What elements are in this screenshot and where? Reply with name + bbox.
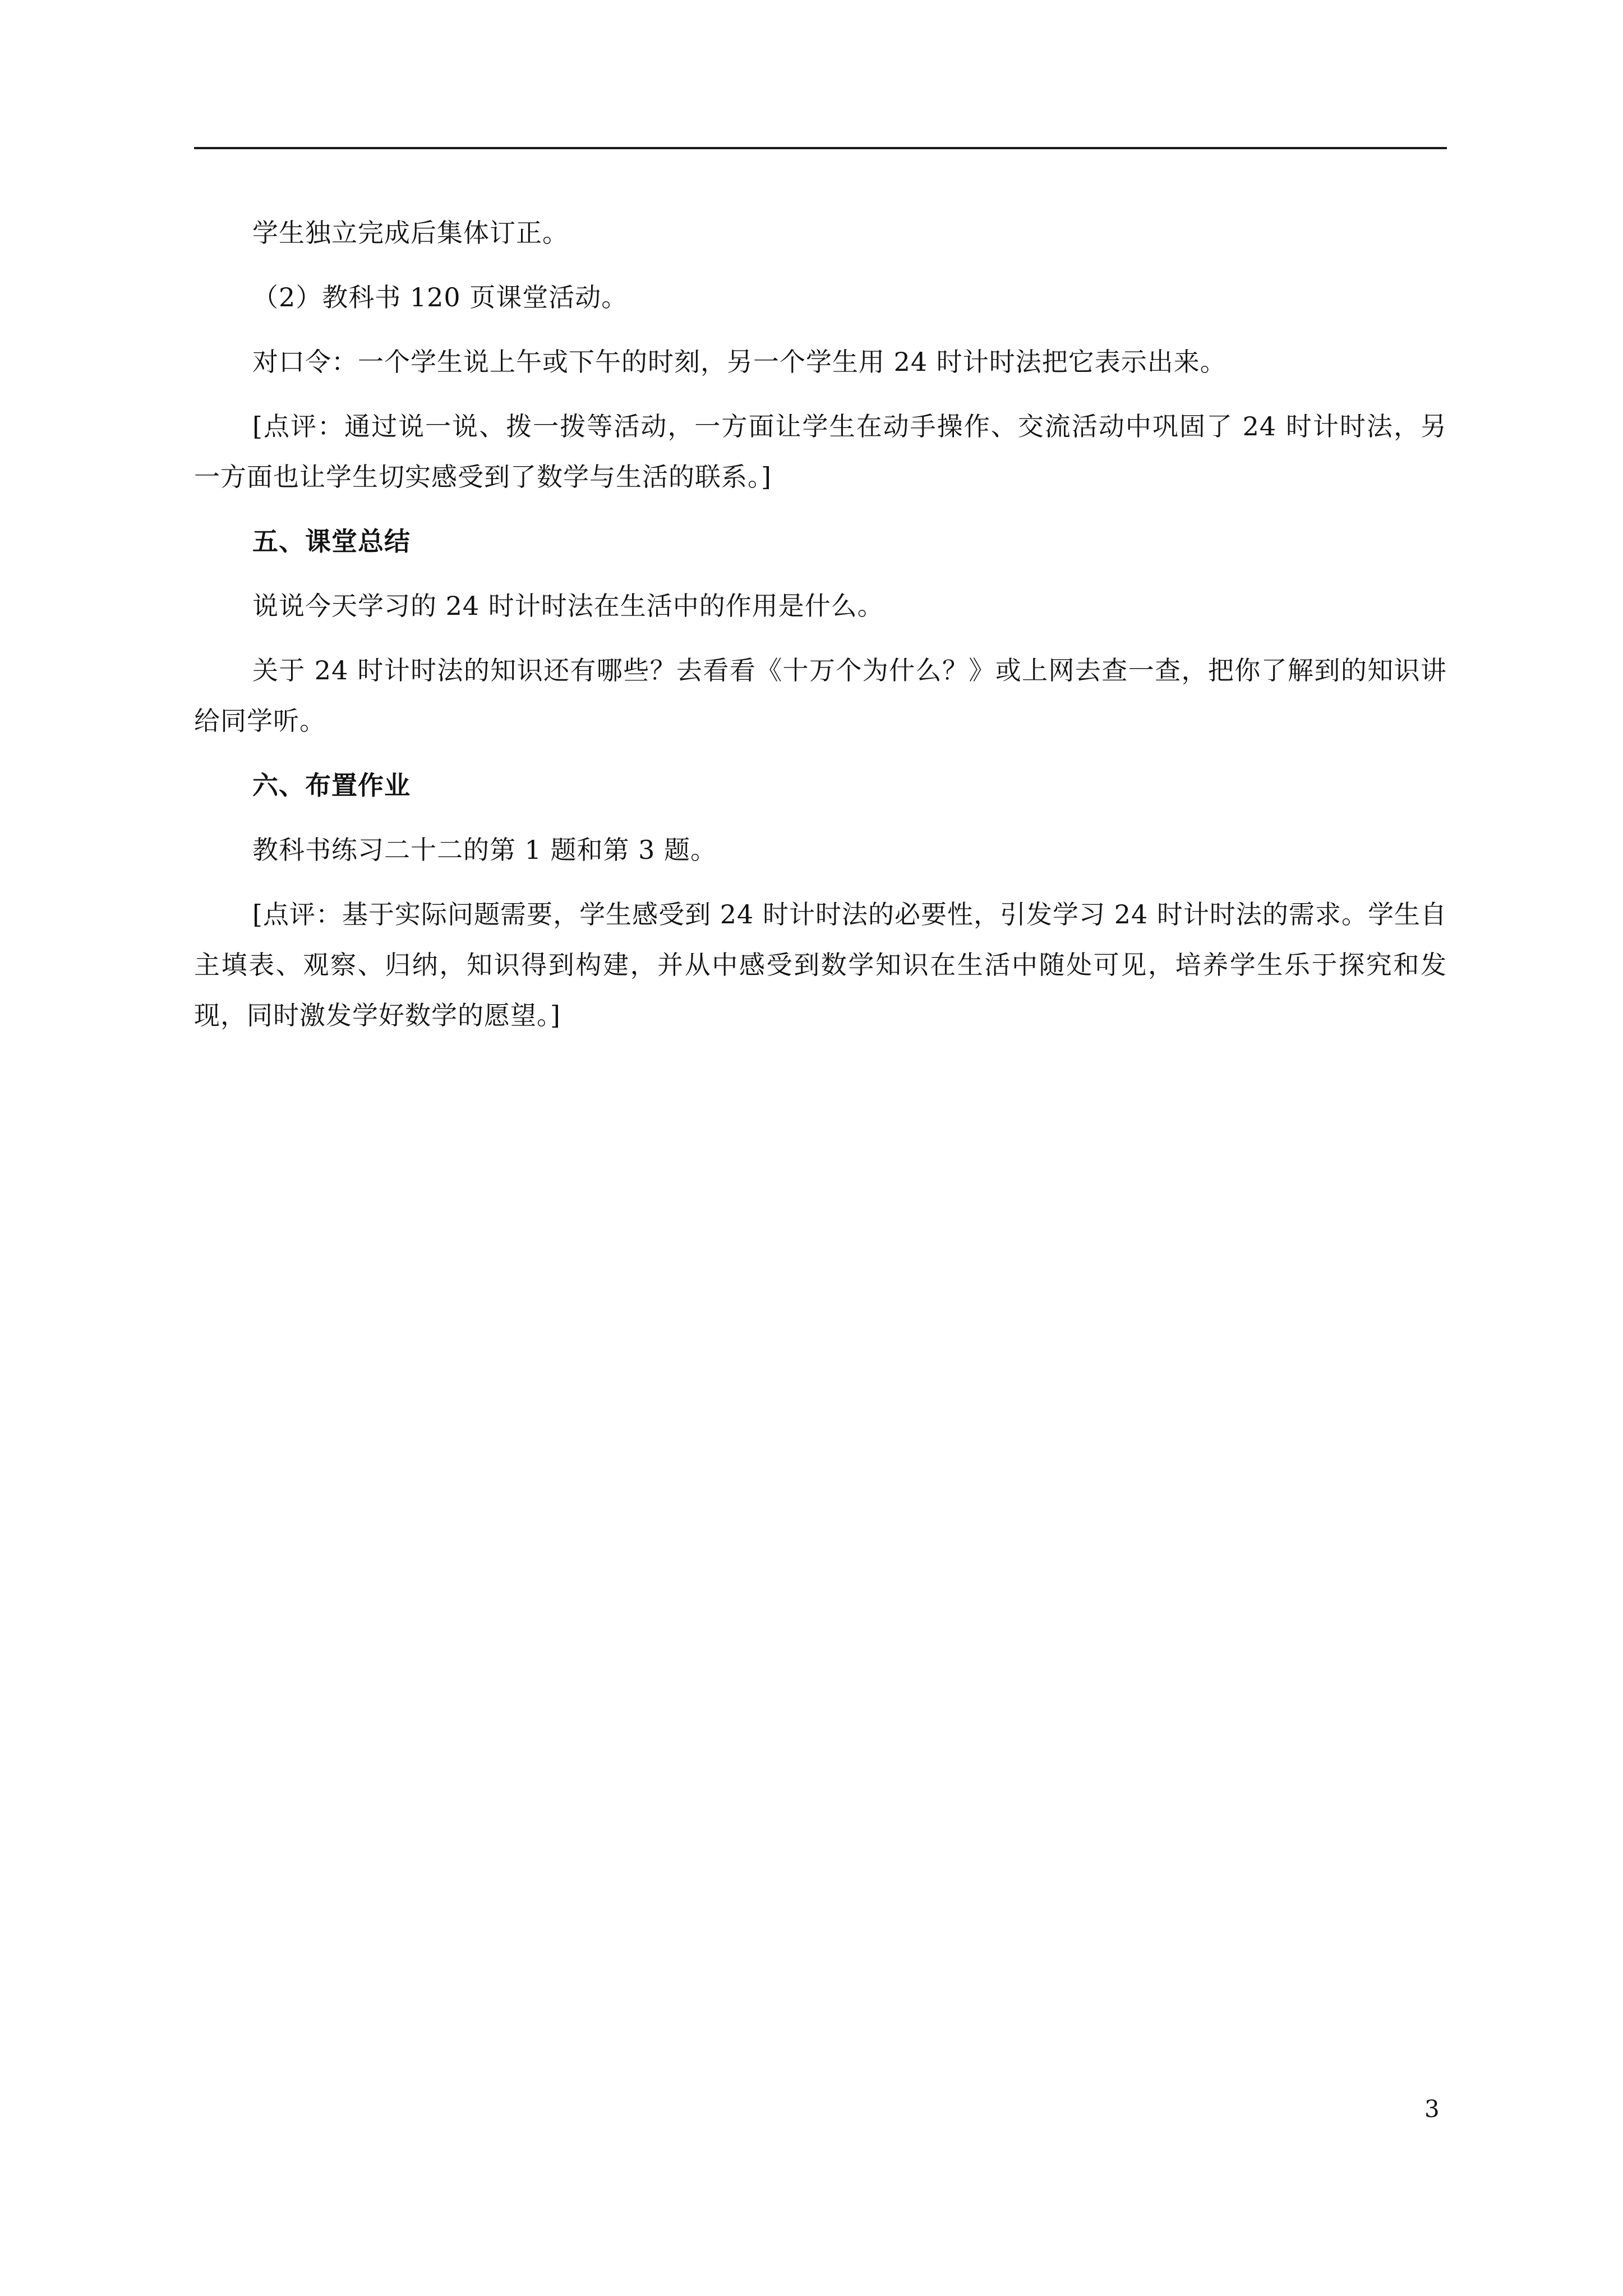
paragraph-password-game: 对口令：一个学生说上午或下午的时刻，另一个学生用 24 时计时法把它表示出来。 <box>252 347 1227 377</box>
heading-class-summary: 五、课堂总结 <box>252 526 411 556</box>
paragraph-extension: 关于 24 时计时法的知识还有哪些？去看看《十万个为什么？》或上网去查一查，把你了解到的知识讲给同学听。 <box>194 655 1447 736</box>
header-rule <box>194 147 1447 149</box>
paragraph-correction: 学生独立完成后集体订正。 <box>252 218 569 248</box>
comment-activity: [点评：通过说一说、拨一拨等活动，一方面让学生在动手操作、交流活动中巩固了 24 时计时法，另一方面也让学生切实感受到了数学与生活的联系。] <box>194 411 1447 492</box>
paragraph-textbook-activity: （2）教科书 120 页课堂活动。 <box>252 282 628 312</box>
paragraph-homework: 教科书练习二十二的第 1 题和第 3 题。 <box>252 835 717 865</box>
heading-homework: 六、布置作业 <box>252 770 411 800</box>
paragraph-summary-question: 说说今天学习的 24 时计时法在生活中的作用是什么。 <box>252 591 884 621</box>
page-number: 3 <box>1424 2095 1440 2123</box>
document-body <box>194 208 1447 1055</box>
comment-summary: [点评：基于实际问题需要，学生感受到 24 时计时法的必要性，引发学习 24 时计时法的需求。学生自主填表、观察、归纳，知识得到构建，并从中感受到数学知识在生活中随处可见，培养学生乐于探究和发现，同时激发学好数学的愿望。] <box>194 899 1447 1030</box>
